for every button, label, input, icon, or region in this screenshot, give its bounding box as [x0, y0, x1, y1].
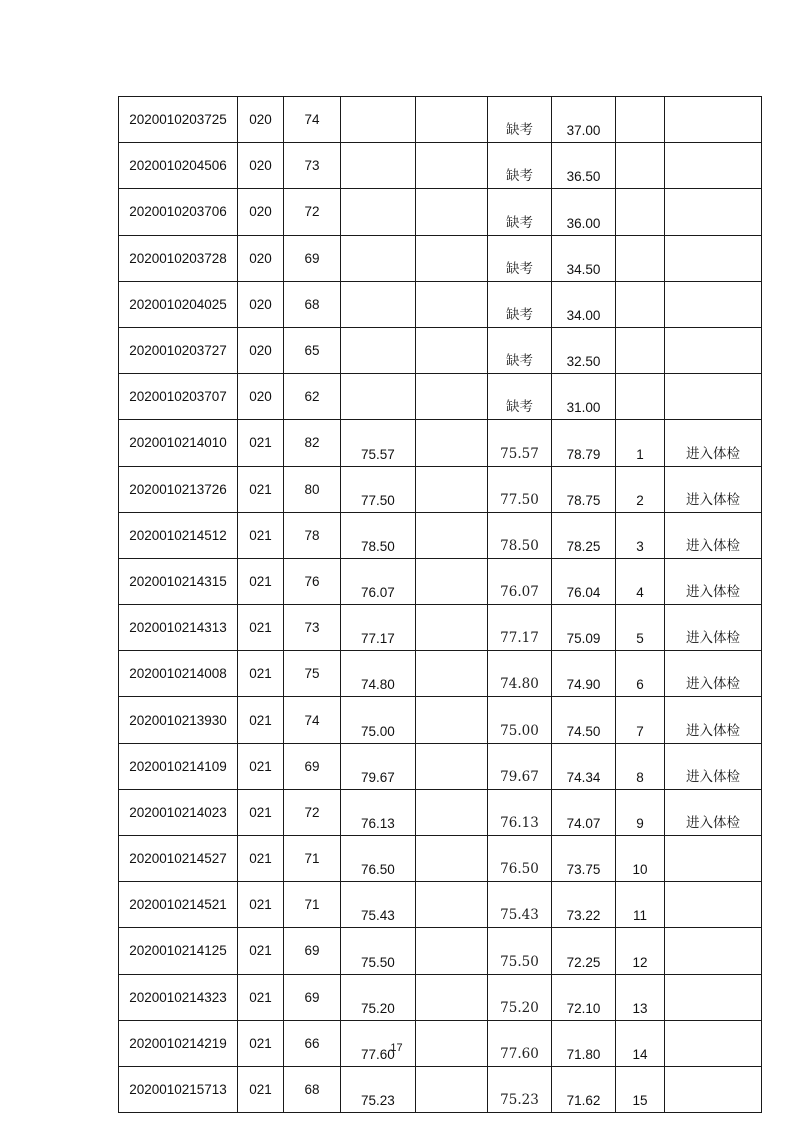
rank-cell: [616, 327, 665, 373]
candidate-id-cell: 2020010203707: [119, 374, 238, 420]
interview-score-cell: 75.43: [341, 882, 416, 928]
rank-cell: [616, 235, 665, 281]
interview-final-cell: 77.17: [488, 605, 552, 651]
rank-cell: 5: [616, 605, 665, 651]
table-row: [119, 651, 762, 697]
written-score-cell: 68: [284, 281, 341, 327]
interview-score-cell: 75.57: [341, 420, 416, 466]
total-score-cell: 74.34: [552, 743, 616, 789]
total-score-cell: 32.50: [552, 327, 616, 373]
total-score-cell: 73.75: [552, 836, 616, 882]
position-code-cell: 020: [238, 327, 284, 373]
rank-cell: [616, 374, 665, 420]
position-code-cell: 021: [238, 420, 284, 466]
candidate-id-cell: 2020010214313: [119, 605, 238, 651]
empty-cell: [416, 605, 488, 651]
candidate-id-cell: 2020010214315: [119, 558, 238, 604]
remark-cell: 进入体检: [665, 512, 762, 558]
candidate-id-cell: 2020010214323: [119, 974, 238, 1020]
empty-cell: [416, 558, 488, 604]
rank-cell: 14: [616, 1020, 665, 1066]
written-score-cell: 75: [284, 651, 341, 697]
total-score-cell: 71.80: [552, 1020, 616, 1066]
total-score-cell: 31.00: [552, 374, 616, 420]
position-code-cell: 020: [238, 235, 284, 281]
page-number: 17: [390, 1042, 403, 1054]
remark-cell: [665, 374, 762, 420]
candidate-id-cell: 2020010213726: [119, 466, 238, 512]
interview-score-cell: 79.67: [341, 743, 416, 789]
written-score-cell: 71: [284, 836, 341, 882]
written-score-cell: 65: [284, 327, 341, 373]
rank-cell: 12: [616, 928, 665, 974]
candidate-id-cell: 2020010214219: [119, 1020, 238, 1066]
total-score-cell: 72.25: [552, 928, 616, 974]
empty-cell: [416, 420, 488, 466]
position-code-cell: 021: [238, 928, 284, 974]
interview-final-cell: 75.57: [488, 420, 552, 466]
table-row: [119, 882, 762, 928]
candidate-id-cell: 2020010203727: [119, 327, 238, 373]
remark-cell: [665, 189, 762, 235]
written-score-cell: 62: [284, 374, 341, 420]
position-code-cell: 021: [238, 1066, 284, 1112]
score-table: [118, 96, 762, 1113]
interview-final-cell: 缺考: [488, 189, 552, 235]
empty-cell: [416, 743, 488, 789]
interview-score-cell: 77.60: [341, 1020, 416, 1066]
table-row: [119, 697, 762, 743]
table-row: [119, 928, 762, 974]
empty-cell: [416, 466, 488, 512]
interview-score-cell: [341, 327, 416, 373]
table-row: [119, 558, 762, 604]
interview-final-cell: 76.50: [488, 836, 552, 882]
table-row: [119, 281, 762, 327]
rank-cell: 1: [616, 420, 665, 466]
rank-cell: 8: [616, 743, 665, 789]
rank-cell: 2: [616, 466, 665, 512]
remark-cell: 进入体检: [665, 789, 762, 835]
interview-score-cell: 75.23: [341, 1066, 416, 1112]
remark-cell: 进入体检: [665, 558, 762, 604]
candidate-id-cell: 2020010204506: [119, 143, 238, 189]
interview-score-cell: 77.17: [341, 605, 416, 651]
candidate-id-cell: 2020010214125: [119, 928, 238, 974]
interview-score-cell: 74.80: [341, 651, 416, 697]
position-code-cell: 021: [238, 1020, 284, 1066]
written-score-cell: 76: [284, 558, 341, 604]
position-code-cell: 021: [238, 974, 284, 1020]
empty-cell: [416, 1066, 488, 1112]
position-code-cell: 021: [238, 558, 284, 604]
remark-cell: 进入体检: [665, 651, 762, 697]
candidate-id-cell: 2020010214008: [119, 651, 238, 697]
empty-cell: [416, 789, 488, 835]
total-score-cell: 71.62: [552, 1066, 616, 1112]
total-score-cell: 78.79: [552, 420, 616, 466]
interview-score-cell: 76.07: [341, 558, 416, 604]
table-row: [119, 327, 762, 373]
rank-cell: [616, 97, 665, 143]
written-score-cell: 69: [284, 928, 341, 974]
total-score-cell: 34.50: [552, 235, 616, 281]
interview-score-cell: 76.13: [341, 789, 416, 835]
empty-cell: [416, 928, 488, 974]
table-row: [119, 420, 762, 466]
candidate-id-cell: 2020010203706: [119, 189, 238, 235]
remark-cell: [665, 235, 762, 281]
position-code-cell: 020: [238, 143, 284, 189]
table-row: [119, 97, 762, 143]
position-code-cell: 021: [238, 512, 284, 558]
candidate-id-cell: 2020010215713: [119, 1066, 238, 1112]
written-score-cell: 72: [284, 789, 341, 835]
empty-cell: [416, 189, 488, 235]
table-row: [119, 374, 762, 420]
table-row: [119, 466, 762, 512]
interview-score-cell: [341, 281, 416, 327]
interview-final-cell: 77.50: [488, 466, 552, 512]
interview-score-cell: [341, 374, 416, 420]
total-score-cell: 72.10: [552, 974, 616, 1020]
rank-cell: [616, 189, 665, 235]
position-code-cell: 020: [238, 374, 284, 420]
total-score-cell: 36.50: [552, 143, 616, 189]
empty-cell: [416, 97, 488, 143]
candidate-id-cell: 2020010213930: [119, 697, 238, 743]
table-row: [119, 143, 762, 189]
total-score-cell: 76.04: [552, 558, 616, 604]
interview-final-cell: 缺考: [488, 327, 552, 373]
empty-cell: [416, 974, 488, 1020]
interview-final-cell: 75.20: [488, 974, 552, 1020]
interview-final-cell: 75.43: [488, 882, 552, 928]
empty-cell: [416, 374, 488, 420]
candidate-id-cell: 2020010214521: [119, 882, 238, 928]
remark-cell: [665, 97, 762, 143]
total-score-cell: 74.90: [552, 651, 616, 697]
interview-score-cell: 77.50: [341, 466, 416, 512]
rank-cell: 4: [616, 558, 665, 604]
rank-cell: 10: [616, 836, 665, 882]
written-score-cell: 72: [284, 189, 341, 235]
table-row: [119, 512, 762, 558]
interview-score-cell: 75.20: [341, 974, 416, 1020]
candidate-id-cell: 2020010214010: [119, 420, 238, 466]
rank-cell: [616, 143, 665, 189]
position-code-cell: 020: [238, 281, 284, 327]
table-row: [119, 974, 762, 1020]
rank-cell: 9: [616, 789, 665, 835]
interview-final-cell: 75.00: [488, 697, 552, 743]
written-score-cell: 74: [284, 697, 341, 743]
interview-final-cell: 76.13: [488, 789, 552, 835]
interview-score-cell: [341, 235, 416, 281]
candidate-id-cell: 2020010203728: [119, 235, 238, 281]
interview-score-cell: [341, 143, 416, 189]
total-score-cell: 34.00: [552, 281, 616, 327]
empty-cell: [416, 651, 488, 697]
written-score-cell: 80: [284, 466, 341, 512]
position-code-cell: 021: [238, 836, 284, 882]
interview-score-cell: 78.50: [341, 512, 416, 558]
remark-cell: 进入体检: [665, 697, 762, 743]
total-score-cell: 78.25: [552, 512, 616, 558]
written-score-cell: 69: [284, 974, 341, 1020]
table-row: [119, 605, 762, 651]
candidate-id-cell: 2020010204025: [119, 281, 238, 327]
remark-cell: [665, 928, 762, 974]
empty-cell: [416, 327, 488, 373]
candidate-id-cell: 2020010214023: [119, 789, 238, 835]
empty-cell: [416, 697, 488, 743]
remark-cell: [665, 143, 762, 189]
written-score-cell: 73: [284, 605, 341, 651]
interview-final-cell: 78.50: [488, 512, 552, 558]
remark-cell: [665, 1066, 762, 1112]
total-score-cell: 78.75: [552, 466, 616, 512]
empty-cell: [416, 836, 488, 882]
rank-cell: 13: [616, 974, 665, 1020]
total-score-cell: 74.07: [552, 789, 616, 835]
empty-cell: [416, 235, 488, 281]
remark-cell: 进入体检: [665, 743, 762, 789]
candidate-id-cell: 2020010214512: [119, 512, 238, 558]
table-row: [119, 235, 762, 281]
interview-final-cell: 76.07: [488, 558, 552, 604]
interview-score-cell: [341, 189, 416, 235]
remark-cell: 进入体检: [665, 605, 762, 651]
total-score-cell: 36.00: [552, 189, 616, 235]
empty-cell: [416, 512, 488, 558]
written-score-cell: 71: [284, 882, 341, 928]
written-score-cell: 68: [284, 1066, 341, 1112]
table-row: [119, 189, 762, 235]
interview-final-cell: 缺考: [488, 235, 552, 281]
candidate-id-cell: 2020010214527: [119, 836, 238, 882]
total-score-cell: 37.00: [552, 97, 616, 143]
remark-cell: 进入体检: [665, 466, 762, 512]
position-code-cell: 021: [238, 697, 284, 743]
remark-cell: [665, 327, 762, 373]
interview-score-cell: 75.50: [341, 928, 416, 974]
remark-cell: [665, 281, 762, 327]
table-row: [119, 789, 762, 835]
rank-cell: [616, 281, 665, 327]
total-score-cell: 74.50: [552, 697, 616, 743]
written-score-cell: 69: [284, 743, 341, 789]
interview-final-cell: 75.23: [488, 1066, 552, 1112]
interview-score-cell: 76.50: [341, 836, 416, 882]
remark-cell: [665, 836, 762, 882]
interview-final-cell: 缺考: [488, 374, 552, 420]
written-score-cell: 66: [284, 1020, 341, 1066]
rank-cell: 15: [616, 1066, 665, 1112]
rank-cell: 11: [616, 882, 665, 928]
remark-cell: [665, 882, 762, 928]
interview-final-cell: 75.50: [488, 928, 552, 974]
position-code-cell: 021: [238, 882, 284, 928]
interview-final-cell: 79.67: [488, 743, 552, 789]
interview-final-cell: 77.60: [488, 1020, 552, 1066]
empty-cell: [416, 882, 488, 928]
rank-cell: 6: [616, 651, 665, 697]
score-table-body: [119, 97, 762, 1113]
interview-score-cell: 75.00: [341, 697, 416, 743]
candidate-id-cell: 2020010203725: [119, 97, 238, 143]
rank-cell: 7: [616, 697, 665, 743]
written-score-cell: 73: [284, 143, 341, 189]
interview-final-cell: 缺考: [488, 143, 552, 189]
written-score-cell: 78: [284, 512, 341, 558]
position-code-cell: 020: [238, 189, 284, 235]
interview-final-cell: 缺考: [488, 97, 552, 143]
written-score-cell: 74: [284, 97, 341, 143]
written-score-cell: 82: [284, 420, 341, 466]
total-score-cell: 73.22: [552, 882, 616, 928]
interview-score-cell: [341, 97, 416, 143]
total-score-cell: 75.09: [552, 605, 616, 651]
remark-cell: [665, 974, 762, 1020]
empty-cell: [416, 281, 488, 327]
position-code-cell: 021: [238, 789, 284, 835]
position-code-cell: 020: [238, 97, 284, 143]
written-score-cell: 69: [284, 235, 341, 281]
table-row: [119, 1066, 762, 1112]
candidate-id-cell: 2020010214109: [119, 743, 238, 789]
position-code-cell: 021: [238, 743, 284, 789]
interview-final-cell: 缺考: [488, 281, 552, 327]
interview-final-cell: 74.80: [488, 651, 552, 697]
table-row: [119, 743, 762, 789]
remark-cell: 进入体检: [665, 420, 762, 466]
position-code-cell: 021: [238, 651, 284, 697]
table-row: [119, 836, 762, 882]
position-code-cell: 021: [238, 605, 284, 651]
position-code-cell: 021: [238, 466, 284, 512]
empty-cell: [416, 143, 488, 189]
rank-cell: 3: [616, 512, 665, 558]
